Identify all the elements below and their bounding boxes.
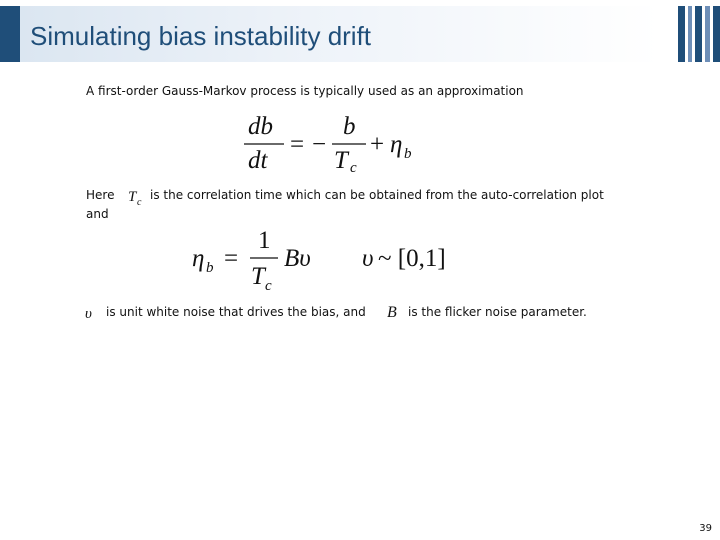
decorative-stripe (678, 6, 685, 62)
equation-driving-noise (188, 222, 478, 298)
svg-text:−: − (312, 131, 327, 158)
svg-text:b: b (206, 260, 214, 276)
decorative-stripe (695, 6, 702, 62)
decorative-stripe (688, 6, 692, 62)
symbol-tc (126, 186, 148, 208)
svg-text:c: c (265, 278, 272, 294)
svg-text:T: T (334, 147, 348, 174)
intro-text: A first-order Gauss-Markov process is typically used as an approximation (86, 84, 524, 98)
svg-text:c: c (350, 160, 357, 176)
symbol-b (386, 302, 404, 322)
svg-text:b: b (404, 146, 412, 162)
tc-description: is the correlation time which can be obtained from the auto-correlation plot (150, 188, 604, 202)
svg-text:Bυ: Bυ (284, 245, 311, 272)
equation-gauss-markov (240, 108, 440, 178)
svg-text:T: T (128, 189, 137, 205)
decorative-stripe (713, 6, 720, 62)
svg-text:c: c (137, 197, 142, 208)
svg-text:db: db (248, 113, 273, 140)
svg-text:η: η (390, 131, 403, 158)
svg-text:=: = (224, 245, 239, 272)
title-accent-bar (0, 6, 20, 62)
b-description: is the flicker noise parameter. (408, 305, 587, 319)
upsilon-description: is unit white noise that drives the bias, and (106, 305, 366, 319)
decorative-stripe (705, 6, 710, 62)
svg-text:υ: υ (85, 306, 92, 322)
svg-text:~ [0,1]: ~ [0,1] (378, 245, 446, 272)
slide-title: Simulating bias instability drift (30, 21, 372, 51)
svg-text:B: B (387, 304, 397, 321)
svg-text:dt: dt (248, 147, 268, 174)
svg-text:η: η (192, 245, 205, 272)
and-label: and (86, 207, 109, 221)
page-number: 39 (699, 523, 712, 534)
title-bar (0, 6, 720, 62)
symbol-upsilon (84, 304, 102, 322)
svg-text:1: 1 (258, 227, 271, 254)
svg-text:υ: υ (362, 245, 374, 272)
svg-text:T: T (251, 263, 265, 290)
svg-text:+: + (370, 131, 385, 158)
here-label: Here (86, 188, 115, 202)
svg-text:b: b (343, 113, 356, 140)
svg-text:=: = (290, 131, 305, 158)
